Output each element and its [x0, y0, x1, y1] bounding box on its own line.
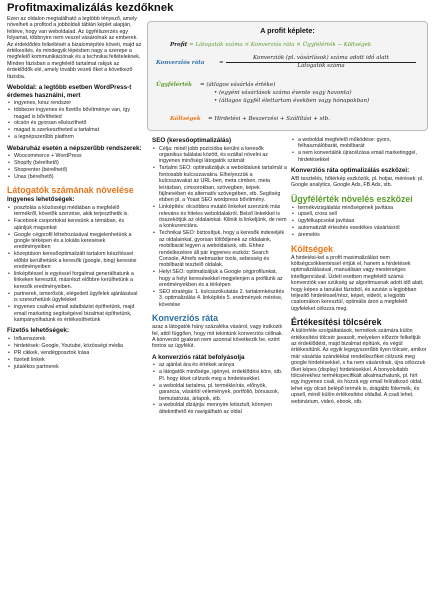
- list-item: • ingyenes csalival email adatbázist építhetünk, majd email marketing segítségével bizalmat építhetünk, kampányolhatunk és értékesíthetünk: [7, 304, 142, 323]
- seo-heading: SEO (keresőoptimalizálás): [152, 137, 232, 144]
- list-item: • Tartalmi SEO: optimalizáljuk a weboldalunk tartalmát a fontosabb kulcsszavakra. Elhelyezzük a kulcsszavakat az URL-ben, meta címben, meta leírásban, címsorokban, szövegben, képek fájlnevében és alternatív szövegében, stb. Segítség ebben pl. a Yoast SEO wordpress bővítmény.: [152, 165, 287, 203]
- list-item: • olcsón és gyorsan elkészíthető: [7, 120, 142, 126]
- list-item: • Woocommerce + WordPress: [7, 153, 142, 159]
- list-item: • Technikai SEO: biztosítjuk, hogy a keresők indexeljék az oldalainkat, gyorsan töltődjenek az oldalaink, mobilbarát legyen a weboldalunk, stb. Ehhez rendelkezésre áll pár ingyenes eszköz: Search Console, Ahrefs webmaster tools, sebesség és mobilbarát tesztelő oldalak.: [152, 230, 287, 268]
- list-item: • Unas (bérelhető): [7, 174, 142, 180]
- formula-heading: A profit képlete:: [260, 26, 315, 35]
- intro-paragraph: Ezen az oldalon megtalálható a legtöbb tényező, amely növelheti a profitod a jobboldali táblán képlet alapján, feltéve, hogy van weboldalad. Az ügyfélszerzés egy folyamat, többnyire nem veszel vásárolnak az emberek. Az érdeklődés felkeltését a bizalomépítés követi, majd az értékesítés, és mindegyik lépésben nagy a szerepe a megfelelő kommunikációnak és a technikai feltételeknek. Minden fázisban a megfelelő tartalmat rakjuk az érdeklődők elé, amely tovább vezeti őket a következő fázisba.: [7, 16, 142, 80]
- list-item: • Shoprenter (bérelhető): [7, 167, 142, 173]
- list-item: • Shopify (bérelhető): [7, 160, 142, 166]
- list-item: • Facebook csoportokat keresünk a témában, és ajánljuk magunkat: [7, 218, 142, 231]
- formula-profit-rhs: = Látogatók száma × Konverziós ráta × Ügyfélérték − Költségek: [189, 42, 372, 48]
- paid-options-heading: Fizetős lehetőségek:: [7, 327, 69, 335]
- list-item: • a weboldal tartalma, pl. termékleírás, előnyök, garancia, vásárlói vélemények, portfólió, bónuszok, bemutatózás, árlapok, stb.: [152, 383, 287, 402]
- webshop-heading: Webáruház esetén a népszerűbb rendszerek:: [7, 144, 142, 152]
- conversion-rate-text: azaz a látogatók hány százaléka vásárol, vagy iratkozik fel, attól függően, hogy mit tekintünk konverziós céllnak. A konverzió gyakran nem azonnal következik be, ezért fontos az ügyfélút.: [152, 324, 284, 350]
- profit-formula-box: [147, 21, 428, 131]
- column-middle: [152, 137, 287, 416]
- list-item: • Linképítés: olcsóbbra mutató linkeket szerzünk más releváns és hiteles weboldalakról. Belső linkekkel is összekötjük az oldalainkat. Kilinik is linkeljünk, de nem a konkurenciára.: [152, 204, 287, 230]
- sales-funnel-text: A különféle szolgáltatások, termékek számára külön értékesítési tölcsér javasolt, melyeken előzzör felkeltjük az érdeklődést, majd bizalmat építünk, és végül értékesítünk. Az egyik legegyszerűbb ilyen tölcsér, amikor már vásárlás szándékkal rendelkezőket célzunk meg google hirdetésekkel, s ha nem vásárolnak, újra célozzuk őket képes (display) hirdetésekkel. A bonyolultabb tölcsérekhez termékspecifikált alkalmazhatunk, pl. hírt egy ingyenes csali, és hozzá egy email felíratkozó oldal, lehet egy olcsó belépő termék is, drágább fölermék, és upsell, minél külön értékesítési oldallal. A csali lehet, webinárium, videó, ebook, stb.: [291, 328, 427, 405]
- formula-konv-eq: =: [219, 60, 224, 66]
- webshop-list: [7, 153, 142, 180]
- list-item: • a weboldal megfelelő működése: gyors, felhasználóbarát, mobilbarát: [291, 137, 427, 150]
- conversion-factors-list-cont: [291, 137, 427, 163]
- formula-profit-line: [170, 42, 371, 49]
- list-item: • ingyenes, kész rendszer: [7, 100, 142, 106]
- conversion-rate-heading: Konverziós ráta: [152, 313, 218, 324]
- list-item: • magad is szerkesztheted a tartalmat: [7, 127, 142, 133]
- webplatform-list: [7, 100, 142, 140]
- list-item: • automatizált értesítés esedékes vásárlásról: [291, 225, 427, 231]
- list-item: • termékvizsgálatás minőségének javítása: [291, 205, 427, 211]
- column-left: [7, 16, 142, 371]
- visitors-heading: Látogatók számának növelése: [7, 185, 134, 196]
- cro-tools-text: A/B tesztelés, hőtérkép eszközök, pl. hotjar, mérések: pl. Google analytics, Google Ads, FB Ads, stb.: [291, 175, 424, 189]
- list-item: • közeptávon keresőoptimalizált tartalom készítéssel előbbi kerülhetünk a keresők (google, bing) keresési eredményeiben: [7, 251, 142, 270]
- conversion-factors-list: [152, 362, 287, 415]
- list-item: • ügyfélkapcsolat javítása: [291, 218, 427, 224]
- formula-kolt-label: Költségek: [170, 116, 201, 122]
- list-item: • SEO stratégia: 1. kulcsszókutatás 2. tartalomkészítés 3. optimalizálás 4. linképítés 5. eredmények mérése, követése: [152, 289, 287, 308]
- formula-ugyf-line3: • (átlagos ügyfél élettartam években vagy hónapokban): [214, 98, 370, 104]
- list-item: • linképítéssel is egyéssel forgalmat generálhatunk a linkeken keresztül, másrészt előbbre kerülhetünk a keresők eredményeiben.: [7, 271, 142, 290]
- page-title: Profitmaximalizálás kezdőknek: [7, 2, 174, 14]
- list-item: • posztolás a közösségi médiában a megfelelő termékről, követők szerzése, akik terjeszthetik is.: [7, 205, 142, 218]
- list-item: • Google cégprofil létrehozásával megjelenhetünk a google térképen és a lokális keresések eredményeiben: [7, 232, 142, 251]
- list-item: • a weboldal dizájnja: mennyire letisztult, könnyen áttekinthető és navigálható az oldal: [152, 402, 287, 415]
- list-item: • PR cikkek, vendégposztok írása: [7, 350, 142, 356]
- list-item: • a legnépszerűbb platform: [7, 134, 142, 140]
- list-item: • az ajánlat ára és értékek aránya: [152, 362, 287, 368]
- formula-konv-label: Konverziós ráta: [156, 60, 205, 66]
- list-item: • többezer ingyenes és fizetős bővítménye van, így magad is bővítheted: [7, 107, 142, 120]
- webplatform-heading: Weboldal: a legtöbb esetben WordPress-t érdemes használni, mert: [7, 84, 132, 99]
- customer-value-heading: Ügyfélérték növelés eszközei: [291, 193, 413, 204]
- list-item: • a nem konvertálók újracélzása email marketinggel, hirdetésekkel: [291, 150, 427, 163]
- formula-ugyf-label: Ügyfélérték: [156, 82, 193, 88]
- list-item: • partnerek, ismerősök, elégedett ügyfelek ajánlásával is szerezhetünk ügyfeleket: [7, 291, 142, 304]
- free-options-list: [7, 205, 142, 323]
- free-options-heading: Ingyenes lehetőségek:: [7, 196, 75, 204]
- seo-list: [152, 146, 287, 309]
- conversion-factors-heading: A konverziós rátát befolyásolja: [152, 353, 245, 361]
- sales-funnel-heading: Értékesítési tölcsérek: [291, 317, 382, 328]
- formula-ugyf-line2: • (egyéni vásárlások száma évente vagy havonta): [214, 90, 352, 96]
- list-item: • a látogatók minősége, igényei, érdeklődési köre, stb. Pl. hogy kiket célzunk meg a hirdetésekkel.: [152, 369, 287, 382]
- formula-kolt-rhs: = Hirdetési + Beszerzési + Szállítási + stb.: [208, 116, 330, 122]
- formula-konv-numerator: Konverziók (pl. vásárlások) száma adott idő alatt: [226, 55, 416, 63]
- column-right: [291, 137, 427, 406]
- formula-konv-denominator: Látogatók száma: [297, 63, 345, 69]
- formula-ugyf-rhs: = (átlagos vásárlás értéke): [200, 82, 276, 88]
- formula-konv-fraction: [226, 55, 416, 70]
- list-item: • áremelés: [291, 232, 427, 238]
- paid-options-list: [7, 336, 142, 370]
- list-item: • hirdetések: Google, Youtube, közösségi média: [7, 343, 142, 349]
- costs-text: A hirdetési-kel a profit maximalizálást nem költségcsökkentéssel értjük el, hanem a hirdetések optimalizálásával, manuálisan vagy mesterséges intelligenciával. Üzleti esetben megfelelő számú konverziók van szükség az algoritmusnak adott idő alatt, hogy képes a tanulási fázisból, és azután a legjobban teljesítő hirdetéssel/rész, képet, videót, a legjobb csatornákon keresztül, optimális áron a megfelelő ügyfeleket célozza meg.: [291, 254, 424, 312]
- list-item: • upsell, cross sell: [291, 211, 427, 217]
- list-item: • Célja: minél jobb pozícióba kerülni a keresők organikus találatai között, és ezáltal növelni az ingyenes minőségi látogatók számát: [152, 146, 287, 165]
- list-item: • Helyi SEO: optimalizáljuk a Google cégprofilunkat, hogy a helyi keresésekkel megjelenjen a profilunk az eredményekben és a térképen: [152, 269, 287, 288]
- cro-tools-heading: Konverziós ráta optimalizálás eszközei:: [291, 167, 410, 175]
- list-item: • fizetett linkek: [7, 357, 142, 363]
- formula-profit-label: Profit: [170, 42, 188, 48]
- list-item: • jutalékos partnerek: [7, 364, 142, 370]
- list-item: • Influenszerek: [7, 336, 142, 342]
- customer-value-list: [291, 205, 427, 239]
- costs-heading: Költségek: [291, 243, 334, 254]
